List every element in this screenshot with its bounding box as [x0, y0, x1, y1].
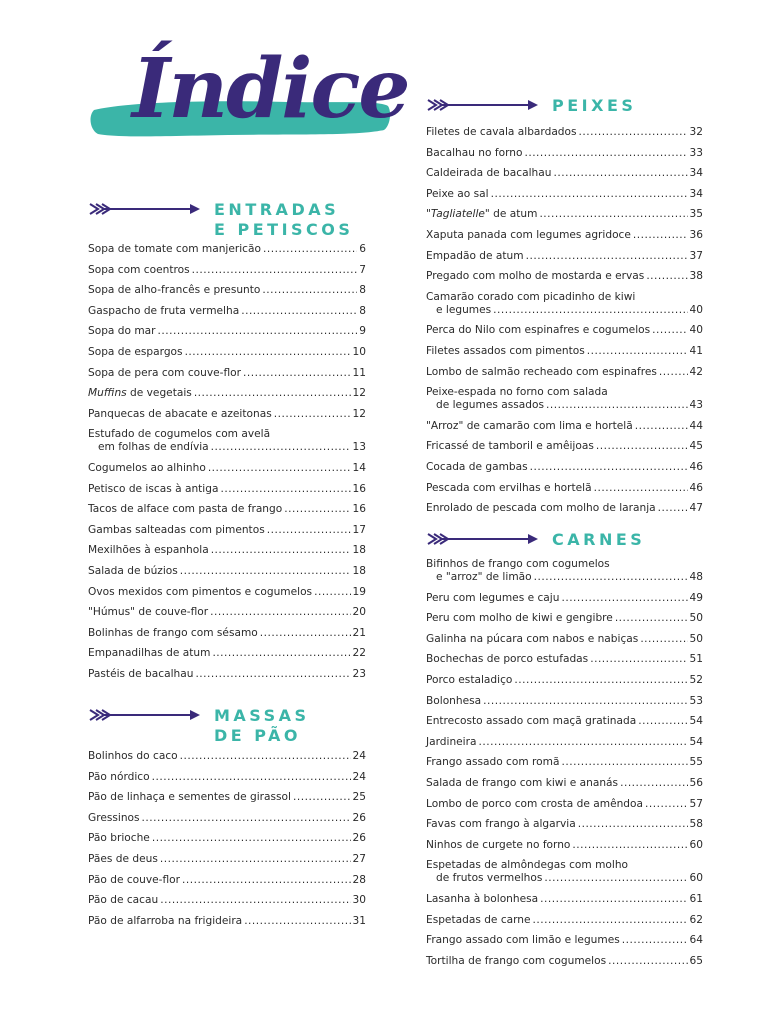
page-title: Índice	[132, 41, 409, 137]
section-title: PEIXES	[552, 96, 637, 115]
toc-entry-page: 24	[352, 770, 366, 783]
dot-leader	[659, 366, 688, 379]
toc-entry	[426, 270, 703, 283]
dot-leader	[578, 818, 688, 831]
dot-leader	[152, 771, 351, 784]
toc-entry-title: Pão brioche	[88, 832, 150, 845]
toc-entry-page: 26	[352, 811, 366, 824]
toc-entry-page: 8	[359, 284, 366, 297]
toc-entry-page: 61	[689, 892, 703, 905]
toc-entry-page: 40	[689, 324, 703, 337]
toc-entry-page: 14	[352, 461, 366, 474]
toc-entry-title: Gaspacho de fruta vermelha	[88, 304, 240, 317]
toc-entry-page: 23	[352, 667, 366, 680]
toc-entry	[426, 633, 703, 646]
toc-entry	[426, 674, 703, 687]
arrow-icon	[88, 708, 202, 722]
toc-entry-title: Gambas salteadas com pimentos	[88, 523, 265, 536]
dot-leader	[658, 502, 688, 515]
dot-leader	[241, 305, 357, 318]
toc-entry-title: Pregado com molho de mostarda e ervas	[426, 270, 645, 283]
dot-leader	[185, 346, 351, 359]
toc-entry-title: Enrolado de pescada com molho de laranja	[426, 502, 656, 515]
toc-entry-title: Caldeirada de bacalhau	[426, 167, 552, 180]
toc-entry-page: 45	[689, 440, 703, 453]
toc-entry-title-line1: Estufado de cogumelos com avelã	[88, 428, 271, 441]
dot-leader	[530, 461, 688, 474]
toc-entry	[88, 565, 366, 578]
dot-leader	[180, 565, 351, 578]
toc-entry-page: 44	[689, 419, 703, 432]
toc-entry-page: 32	[689, 126, 703, 138]
dot-leader	[524, 147, 687, 160]
toc-entry	[88, 874, 366, 887]
toc-entry-page: 26	[352, 832, 366, 845]
toc-entry	[88, 627, 366, 640]
toc-entry	[88, 544, 366, 557]
dot-leader	[646, 270, 687, 283]
toc-entry-title: Xaputa panada com legumes agridoce	[426, 228, 631, 241]
toc-entry-title: Filetes assados com pimentos	[426, 344, 585, 357]
toc-entry-page: 18	[352, 564, 366, 577]
dot-leader	[211, 441, 351, 454]
toc-entry-page: 60	[689, 838, 703, 851]
toc-entry	[88, 791, 366, 804]
toc-entry	[426, 126, 703, 139]
toc-entry	[88, 387, 366, 400]
toc-entry-page: 52	[689, 673, 703, 686]
dot-leader	[652, 324, 687, 337]
toc-entry-page: 24	[352, 750, 366, 762]
toc-entry	[88, 325, 366, 338]
dot-leader	[594, 482, 688, 495]
toc-entry-page: 13	[352, 441, 366, 454]
toc-entry-page: 10	[352, 345, 366, 358]
toc-entry	[426, 188, 703, 201]
toc-entry	[88, 853, 366, 866]
toc-entry-title: Ovos mexidos com pimentos e cogumelos	[88, 585, 313, 598]
dot-leader	[645, 798, 688, 811]
toc-entry	[426, 777, 703, 790]
toc-entry-title-line1: Espetadas de almôndegas com molho	[426, 859, 629, 872]
dot-leader	[635, 420, 688, 433]
toc-entry	[88, 832, 366, 845]
dot-leader	[194, 387, 351, 400]
section-title: ENTRADAS E PETISCOS	[214, 200, 354, 239]
dot-leader	[212, 647, 350, 660]
toc-entry	[426, 250, 703, 263]
dot-leader	[142, 812, 351, 825]
toc-entry-title: Espetadas de carne	[426, 913, 531, 926]
toc-entry-title: Lasanha à bolonhesa	[426, 892, 539, 905]
toc-entry	[88, 771, 366, 784]
toc-entry-title: Entrecosto assado com maçã gratinada	[426, 715, 637, 728]
toc-entry	[426, 715, 703, 728]
toc-entry-title: Tacos de alface com pasta de frango	[88, 503, 283, 516]
toc-entry-page: 8	[359, 304, 366, 317]
dot-leader	[514, 674, 687, 687]
toc-entry	[426, 592, 703, 605]
dot-leader	[561, 756, 687, 769]
toc-entry-title: Empadão de atum	[426, 249, 524, 262]
dot-leader	[534, 571, 688, 584]
dot-leader	[263, 243, 357, 256]
toc-entry	[88, 668, 366, 681]
toc-entry	[426, 324, 703, 337]
toc-entry-title: de frutos vermelhos	[436, 872, 543, 885]
toc-entry	[88, 647, 366, 660]
dot-leader	[243, 367, 351, 380]
toc-entry	[426, 818, 703, 831]
dot-leader	[622, 934, 688, 947]
toc-entry-page: 31	[352, 914, 366, 927]
toc-entry-page: 9	[359, 325, 366, 338]
toc-entry-page: 64	[689, 934, 703, 947]
dot-leader	[195, 668, 350, 681]
dot-leader	[533, 914, 688, 927]
dot-leader	[211, 544, 351, 557]
dot-leader	[572, 839, 687, 852]
toc-entry-title: e legumes	[436, 303, 492, 316]
toc-entry-title: Peru com molho de kiwi e gengibre	[426, 612, 613, 625]
toc-entry	[426, 934, 703, 947]
toc-entry	[88, 462, 366, 475]
toc-entry	[426, 167, 703, 180]
dot-leader	[260, 627, 351, 640]
toc-entry-page: 56	[689, 776, 703, 789]
toc-entry-title: Empanadilhas de atum	[88, 647, 211, 660]
toc-entry-page: 38	[689, 270, 703, 283]
toc-entry-title: Fricassé de tamboril e amêijoas	[426, 440, 594, 453]
toc-entry-page: 27	[352, 852, 366, 865]
dot-leader	[293, 791, 351, 804]
toc-entry-page: 50	[689, 632, 703, 645]
dot-leader	[493, 304, 687, 317]
toc-entry-page: 16	[352, 503, 366, 516]
toc-entry-page: 25	[352, 791, 366, 804]
section-header-massas	[88, 706, 310, 746]
toc-entry-title: Petisco de iscas à antiga	[88, 482, 219, 495]
toc-entry-page: 53	[689, 694, 703, 707]
dot-leader	[615, 612, 688, 625]
toc-entry-page: 20	[352, 606, 366, 619]
toc-entry-page: 12	[352, 387, 366, 400]
toc-entry	[88, 894, 366, 907]
toc-entry-page: 30	[352, 894, 366, 907]
toc-entry	[426, 859, 703, 885]
toc-entry-title: Pescada com ervilhas e hortelã	[426, 481, 592, 494]
toc-entry-title: Sopa de espargos	[88, 345, 183, 358]
toc-entry-page: 58	[689, 818, 703, 831]
toc-list-peixes	[426, 126, 703, 523]
dot-leader	[526, 250, 688, 263]
dot-leader	[262, 284, 357, 297]
toc-entry-title: e "arroz" de limão	[436, 571, 532, 583]
toc-entry	[88, 284, 366, 297]
toc-entry-title: de legumes assados	[436, 399, 544, 412]
dot-leader	[152, 832, 351, 845]
dot-leader	[553, 167, 687, 180]
toc-entry-title: Peru com legumes e caju	[426, 591, 560, 604]
toc-entry-title: Peixe ao sal	[426, 187, 489, 200]
dot-leader	[182, 874, 351, 887]
toc-entry-page: 65	[689, 954, 703, 967]
title-block	[86, 41, 409, 156]
dot-leader	[546, 399, 688, 412]
toc-entry	[426, 893, 703, 906]
dot-leader	[192, 264, 358, 277]
toc-entry-page: 43	[689, 399, 703, 412]
dot-leader	[244, 915, 350, 928]
toc-entry	[426, 502, 703, 515]
toc-entry-page: 55	[689, 756, 703, 769]
toc-entry-page: 54	[689, 715, 703, 728]
toc-entry	[426, 955, 703, 968]
toc-entry-title: Pão de alfarroba na frigideira	[88, 914, 243, 927]
toc-entry-title-line1: Bifinhos de frango com cogumelos	[426, 558, 610, 570]
toc-entry-title: Bolinhas de frango com sésamo	[88, 626, 258, 639]
toc-entry	[88, 483, 366, 496]
toc-entry-title: Jardineira	[426, 735, 477, 748]
toc-entry	[426, 208, 703, 221]
toc-entry	[88, 243, 366, 256]
toc-entry-page: 22	[352, 647, 366, 660]
toc-entry	[426, 461, 703, 474]
dot-leader	[640, 633, 687, 646]
toc-entry-title: Sopa de pera com couve-flor	[88, 366, 241, 379]
dot-leader	[220, 483, 350, 496]
toc-entry-title-line1: Peixe-espada no forno com salada	[426, 386, 608, 399]
section-header-peixes	[426, 96, 636, 116]
toc-entry-title: Cocada de gambas	[426, 460, 528, 473]
toc-entry-title: "Arroz" de camarão com lima e hortelã	[426, 419, 633, 432]
toc-entry-title: "Tagliatelle" de atum	[426, 208, 538, 221]
toc-entry-title: Sopa de tomate com manjericão	[88, 243, 261, 255]
dot-leader	[267, 524, 351, 537]
dot-leader	[633, 229, 688, 242]
toc-entry-page: 47	[689, 502, 703, 515]
toc-entry	[88, 586, 366, 599]
toc-entry-title: Pão nórdico	[88, 770, 150, 783]
toc-entry-page: 54	[689, 735, 703, 748]
toc-entry-page: 49	[689, 591, 703, 604]
toc-entry	[88, 346, 366, 359]
toc-entry	[88, 305, 366, 318]
arrow-icon	[88, 202, 202, 216]
toc-entry-title: Filetes de cavala albardados	[426, 126, 577, 138]
toc-entry-title: Pães de deus	[88, 852, 158, 865]
toc-entry	[426, 420, 703, 433]
dot-leader	[590, 653, 687, 666]
toc-entry	[88, 606, 366, 619]
dot-leader	[478, 736, 687, 749]
toc-entry	[88, 408, 366, 421]
toc-entry-title: Pão de linhaça e sementes de girassol	[88, 791, 291, 804]
toc-entry-page: 60	[689, 872, 703, 885]
toc-entry-title: Lombo de salmão recheado com espinafres	[426, 365, 657, 378]
toc-entry-page: 35	[689, 208, 703, 221]
dot-leader	[579, 126, 688, 139]
toc-entry-page: 17	[352, 523, 366, 536]
toc-entry-page: 12	[352, 407, 366, 420]
dot-leader	[620, 777, 687, 790]
toc-entry-title-line1: Camarão corado com picadinho de kiwi	[426, 290, 636, 303]
dot-leader	[608, 955, 687, 968]
toc-entry-title: Frango assado com limão e legumes	[426, 934, 620, 947]
toc-entry	[426, 736, 703, 749]
toc-entry	[88, 812, 366, 825]
toc-list-massas	[88, 750, 366, 935]
dot-leader	[587, 345, 688, 358]
toc-entry-page: 40	[689, 303, 703, 316]
dot-leader	[539, 208, 687, 221]
toc-entry	[88, 503, 366, 516]
toc-entry	[88, 367, 366, 380]
toc-entry	[426, 695, 703, 708]
toc-entry-title: Cogumelos ao alhinho	[88, 461, 206, 474]
dot-leader	[208, 462, 351, 475]
arrow-icon	[426, 98, 540, 112]
toc-entry-title: Sopa com coentros	[88, 263, 190, 276]
toc-entry-page: 34	[689, 187, 703, 200]
toc-entry-title: Pão de cacau	[88, 894, 159, 907]
toc-entry-title: Salada de búzios	[88, 564, 178, 577]
toc-entry-page: 36	[689, 228, 703, 241]
toc-entry-title: Bolonhesa	[426, 694, 482, 707]
toc-entry-page: 18	[352, 544, 366, 557]
toc-entry	[88, 428, 366, 454]
dot-leader	[158, 325, 358, 338]
section-header-entradas	[88, 200, 353, 240]
toc-entry-page: 48	[689, 571, 703, 583]
dot-leader	[544, 872, 687, 885]
toc-entry-title: Bochechas de porco estufadas	[426, 653, 589, 666]
toc-entry-title: Ninhos de curgete no forno	[426, 838, 571, 851]
toc-entry-page: 6	[359, 243, 366, 255]
toc-entry-title: em folhas de endívia	[98, 441, 209, 454]
toc-entry-page: 41	[689, 344, 703, 357]
toc-entry-title: Pastéis de bacalhau	[88, 667, 194, 680]
toc-entry-title: Bacalhau no forno	[426, 146, 523, 159]
arrow-icon	[426, 532, 540, 546]
toc-entry-title: Favas com frango à algarvia	[426, 818, 576, 831]
toc-entry-page: 46	[689, 460, 703, 473]
toc-entry-page: 21	[352, 626, 366, 639]
section-title: MASSAS DE PÃO	[214, 706, 310, 745]
dot-leader	[284, 503, 350, 516]
toc-entry	[426, 839, 703, 852]
toc-entry	[88, 524, 366, 537]
toc-entry-title: Galinha na púcara com nabos e nabiças	[426, 632, 639, 645]
toc-entry-title: Lombo de porco com crosta de amêndoa	[426, 797, 644, 810]
dot-leader	[180, 750, 351, 763]
toc-entry	[426, 914, 703, 927]
dot-leader	[160, 853, 351, 866]
toc-entry	[426, 229, 703, 242]
toc-entry-title: Sopa do mar	[88, 325, 156, 338]
toc-entry-page: 51	[689, 653, 703, 666]
toc-entry-title: Salada de frango com kiwi e ananás	[426, 776, 619, 789]
dot-leader	[314, 586, 350, 599]
toc-entry	[88, 915, 366, 928]
toc-list-carnes	[426, 558, 703, 975]
toc-entry-title: Mexilhões à espanhola	[88, 544, 209, 557]
toc-entry	[426, 440, 703, 453]
toc-entry-title: Tortilha de frango com cogumelos	[426, 954, 607, 967]
toc-entry	[426, 612, 703, 625]
section-header-carnes	[426, 530, 645, 550]
toc-entry-title: Panquecas de abacate e azeitonas	[88, 407, 272, 420]
toc-entry-page: 16	[352, 482, 366, 495]
dot-leader	[210, 606, 350, 619]
toc-entry-page: 50	[689, 612, 703, 625]
toc-entry	[426, 366, 703, 379]
dot-leader	[638, 715, 687, 728]
toc-list-entradas	[88, 243, 366, 688]
toc-entry	[426, 291, 703, 317]
dot-leader	[160, 894, 350, 907]
dot-leader	[483, 695, 687, 708]
dot-leader	[540, 893, 687, 906]
toc-entry-title: Perca do Nilo com espinafres e cogumelos	[426, 324, 651, 337]
toc-entry	[426, 558, 703, 584]
dot-leader	[274, 408, 351, 421]
toc-entry-title: Bolinhos do caco	[88, 750, 178, 762]
toc-entry-title: Sopa de alho-francês e presunto	[88, 284, 261, 297]
toc-entry-page: 46	[689, 481, 703, 494]
toc-entry-title: "Húmus" de couve-flor	[88, 606, 209, 619]
toc-entry	[426, 482, 703, 495]
toc-entry-page: 34	[689, 167, 703, 180]
dot-leader	[596, 440, 688, 453]
toc-entry-title: Muffins de vegetais	[88, 387, 192, 400]
section-title: CARNES	[552, 530, 646, 549]
dot-leader	[491, 188, 688, 201]
toc-entry-page: 33	[689, 146, 703, 159]
toc-entry-page: 28	[352, 873, 366, 886]
toc-entry	[426, 345, 703, 358]
dot-leader	[561, 592, 687, 605]
toc-entry	[426, 386, 703, 412]
toc-entry-page: 11	[352, 366, 366, 379]
toc-entry-title: Frango assado com romã	[426, 756, 560, 769]
toc-entry	[426, 756, 703, 769]
toc-entry-page: 37	[689, 249, 703, 262]
toc-entry-page: 42	[689, 365, 703, 378]
toc-entry-title: Gressinos	[88, 811, 140, 824]
toc-entry-page: 7	[359, 263, 366, 276]
toc-entry	[426, 653, 703, 666]
toc-entry-title: Pão de couve-flor	[88, 873, 181, 886]
toc-entry-title: Porco estaladiço	[426, 673, 513, 686]
toc-entry	[426, 798, 703, 811]
toc-entry	[426, 147, 703, 160]
toc-entry	[88, 264, 366, 277]
toc-entry-page: 57	[689, 797, 703, 810]
toc-entry-page: 62	[689, 913, 703, 926]
toc-entry	[88, 750, 366, 763]
toc-entry-page: 19	[352, 585, 366, 598]
